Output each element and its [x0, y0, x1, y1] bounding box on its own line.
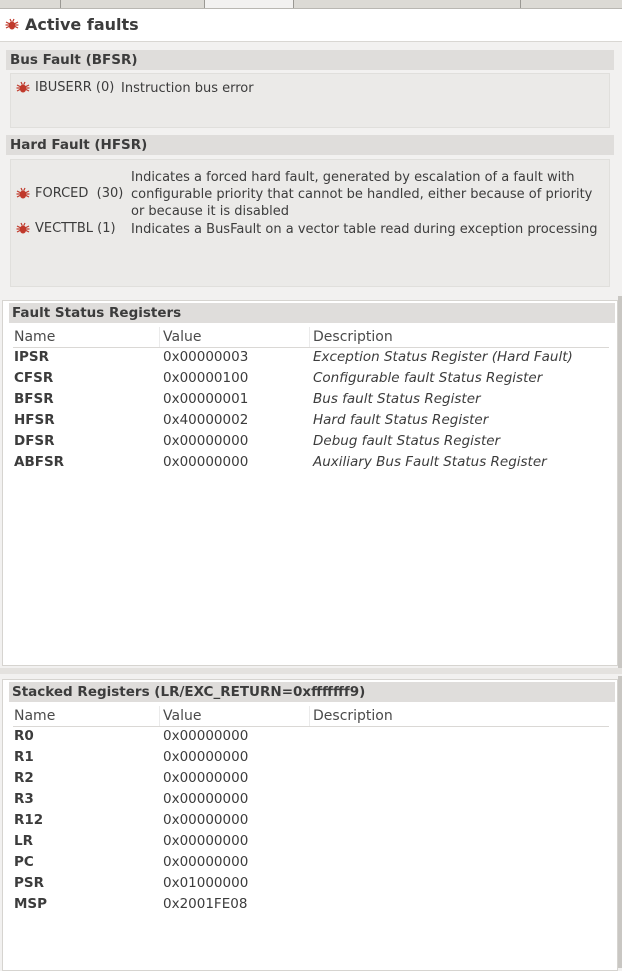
table-row[interactable]	[13, 368, 609, 389]
view-header	[0, 9, 622, 42]
page-title: Active faults	[25, 15, 139, 34]
fault-status-panel	[2, 300, 618, 666]
table-row[interactable]	[13, 831, 609, 852]
register-description: Debug fault Status Register	[313, 433, 501, 449]
register-value: 0x01000000	[163, 875, 249, 891]
fault-name: IBUSERR (0)	[35, 80, 115, 95]
tab-separator	[60, 0, 61, 8]
bus-fault-list	[10, 73, 610, 128]
column-header-description[interactable]: Description	[313, 329, 393, 345]
register-description: Bus fault Status Register	[313, 391, 481, 407]
fault-item[interactable]	[11, 80, 611, 98]
register-value: 0x00000001	[163, 391, 249, 407]
panel-sash[interactable]	[0, 668, 622, 674]
register-value: 0x00000003	[163, 349, 249, 365]
column-header-name[interactable]: Name	[14, 329, 56, 345]
register-name: R2	[14, 770, 34, 786]
register-name: R0	[14, 728, 34, 744]
table-row[interactable]	[13, 894, 609, 915]
fault-name: VECTTBL (1)	[35, 221, 116, 236]
register-value: 0x00000000	[163, 770, 249, 786]
register-name: MSP	[14, 896, 48, 912]
fault-item[interactable]	[11, 165, 611, 217]
stacked-registers-panel	[2, 679, 618, 971]
table-row[interactable]	[13, 452, 609, 473]
register-description: Configurable fault Status Register	[313, 370, 543, 386]
register-name: PSR	[14, 875, 45, 891]
hard-fault-list	[10, 159, 610, 287]
tab-active[interactable]	[204, 0, 294, 8]
bus-fault-title: Bus Fault (BFSR)	[6, 50, 614, 70]
column-separator[interactable]	[159, 706, 160, 726]
fault-description: Indicates a forced hard fault, generated by escalation of a fault with configurable priority that cannot be handled, either because of priority or because it is disabled	[131, 170, 593, 219]
column-header-value[interactable]: Value	[163, 329, 202, 345]
register-value: 0x00000000	[163, 833, 249, 849]
register-value: 0x00000000	[163, 791, 249, 807]
register-value: 0x2001FE08	[163, 896, 248, 912]
bug-icon	[16, 222, 30, 236]
column-header-name[interactable]: Name	[14, 708, 56, 724]
table-row[interactable]	[13, 789, 609, 810]
stacked-registers-title: Stacked Registers (LR/EXC_RETURN=0xfffffff9)	[9, 682, 615, 702]
bug-icon	[5, 18, 19, 32]
table-header	[13, 706, 609, 727]
register-name: R3	[14, 791, 34, 807]
tab-separator	[520, 0, 521, 8]
register-value: 0x00000000	[163, 454, 249, 470]
bug-icon	[16, 187, 30, 201]
fault-item[interactable]	[11, 221, 611, 239]
column-separator[interactable]	[309, 706, 310, 726]
table-row[interactable]	[13, 873, 609, 894]
column-header-value[interactable]: Value	[163, 708, 202, 724]
bug-icon	[16, 81, 30, 95]
register-name: R12	[14, 812, 44, 828]
fault-status-title: Fault Status Registers	[9, 303, 615, 323]
register-name: ABFSR	[14, 454, 65, 470]
fault-name: FORCED (30)	[35, 186, 124, 201]
register-description: Hard fault Status Register	[313, 412, 489, 428]
table-row[interactable]	[13, 852, 609, 873]
column-separator[interactable]	[159, 327, 160, 347]
column-separator[interactable]	[309, 327, 310, 347]
register-value: 0x00000100	[163, 370, 249, 386]
table-row[interactable]	[13, 347, 609, 368]
register-name: HFSR	[14, 412, 55, 428]
fault-description: Instruction bus error	[121, 81, 254, 96]
table-row[interactable]	[13, 810, 609, 831]
panel-edge	[618, 676, 622, 968]
table-row[interactable]	[13, 768, 609, 789]
table-row[interactable]	[13, 431, 609, 452]
register-description: Exception Status Register (Hard Fault)	[313, 349, 573, 365]
register-value: 0x00000000	[163, 812, 249, 828]
table-row[interactable]	[13, 726, 609, 747]
register-value: 0x00000000	[163, 749, 249, 765]
register-value: 0x00000000	[163, 728, 249, 744]
register-description: Auxiliary Bus Fault Status Register	[313, 454, 547, 470]
table-row[interactable]	[13, 747, 609, 768]
register-value: 0x00000000	[163, 433, 249, 449]
register-name: PC	[14, 854, 34, 870]
hard-fault-title: Hard Fault (HFSR)	[6, 135, 614, 155]
table-row[interactable]	[13, 410, 609, 431]
column-header-description[interactable]: Description	[313, 708, 393, 724]
register-value: 0x40000002	[163, 412, 249, 428]
register-name: LR	[14, 833, 33, 849]
register-name: CFSR	[14, 370, 54, 386]
table-header	[13, 327, 609, 348]
fault-description: Indicates a BusFault on a vector table read during exception processing	[131, 222, 598, 237]
register-name: IPSR	[14, 349, 50, 365]
panel-edge	[618, 296, 622, 668]
register-name: R1	[14, 749, 34, 765]
register-name: BFSR	[14, 391, 54, 407]
register-value: 0x00000000	[163, 854, 249, 870]
tab-strip	[0, 0, 622, 9]
table-row[interactable]	[13, 389, 609, 410]
register-name: DFSR	[14, 433, 55, 449]
